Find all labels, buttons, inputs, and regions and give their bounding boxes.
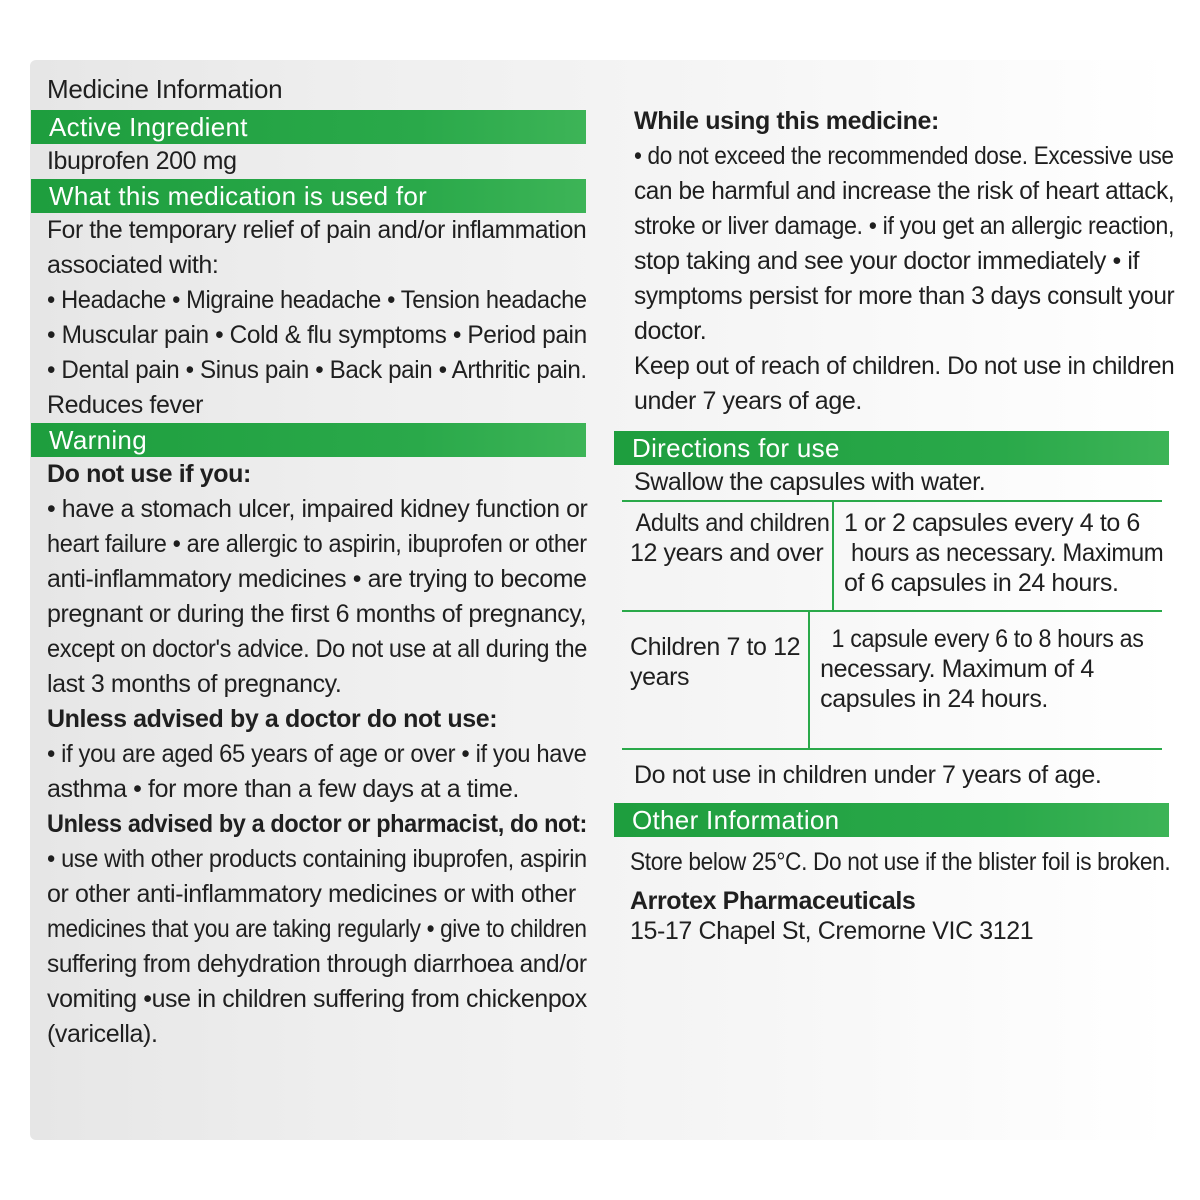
- doctor-advice-text: [47, 737, 587, 807]
- directions-note: Do not use in children under 7 years of age.: [634, 761, 1102, 789]
- dosage-amount-line: 1 capsule every 6 to 8 hours as: [831, 625, 1144, 653]
- dosage-amount-cell: [834, 502, 1178, 610]
- right-column: [630, 104, 1175, 946]
- do-not-use-line: last 3 months of pregnancy.: [47, 670, 342, 698]
- pharmacist-advice-line: suffering from dehydration through diarrhoea and/or: [47, 950, 587, 978]
- while-using-line: • do not exceed the recommended dose. Excessive use: [634, 142, 1174, 170]
- dosage-group-cell: [622, 612, 810, 748]
- uses-line: • Muscular pain • Cold & flu symptoms • Period pain: [47, 321, 587, 349]
- uses-line: For the temporary relief of pain and/or inflammation: [47, 216, 587, 244]
- active-ingredient-value: Ibuprofen 200 mg: [47, 147, 237, 175]
- pharmacist-advice-text: [47, 842, 587, 1052]
- dosage-row: [622, 500, 1162, 610]
- dosage-group-line: years: [630, 663, 690, 691]
- pharmacist-advice-line: medicines that you are taking regularly • give to children: [47, 915, 587, 943]
- directions-intro: Swallow the capsules with water.: [634, 468, 986, 496]
- do-not-use-line: heart failure • are allergic to aspirin, ibuprofen or other: [47, 530, 587, 558]
- while-using-heading: While using this medicine:: [634, 107, 939, 135]
- pharmacist-advice-line: (varicella).: [47, 1020, 158, 1048]
- uses-line: Reduces fever: [47, 391, 203, 419]
- dosage-group-line: Children 7 to 12: [630, 633, 801, 661]
- while-using-text: [634, 139, 1174, 419]
- while-using-line: Keep out of reach of children. Do not use in children: [634, 352, 1175, 380]
- uses-line: associated with:: [47, 251, 219, 279]
- dosage-amount-line: hours as necessary. Maximum: [851, 539, 1164, 567]
- company-address: 15-17 Chapel St, Cremorne VIC 3121: [630, 917, 1034, 945]
- uses-heading: What this medication is used for: [31, 179, 586, 213]
- doctor-advice-heading: Unless advised by a doctor do not use:: [47, 705, 498, 733]
- pharmacist-advice-line: vomiting •use in children suffering from chickenpox: [47, 985, 587, 1013]
- document-title: Medicine Information: [47, 74, 283, 104]
- company-name: Arrotex Pharmaceuticals: [630, 887, 916, 915]
- while-using-line: doctor.: [634, 317, 707, 345]
- do-not-use-line: except on doctor's advice. Do not use at all during the: [47, 635, 587, 663]
- other-information-heading: Other Information: [614, 803, 1169, 837]
- do-not-use-line: anti-inflammatory medicines • are trying to become: [47, 565, 587, 593]
- pharmacist-advice-line: or other anti-inflammatory medicines or with other: [47, 880, 576, 908]
- do-not-use-line: • have a stomach ulcer, impaired kidney function or: [47, 495, 588, 523]
- active-ingredient-heading: Active Ingredient: [31, 110, 586, 144]
- do-not-use-heading: Do not use if you:: [47, 460, 251, 488]
- dosage-table: [622, 500, 1162, 750]
- storage-text: Store below 25°C. Do not use if the blister foil is broken.: [630, 848, 1171, 876]
- dosage-group-cell: [622, 502, 834, 610]
- doctor-advice-line: asthma • for more than a few days at a time.: [47, 775, 519, 803]
- dosage-amount-line: necessary. Maximum of 4: [820, 655, 1094, 683]
- doctor-advice-line: • if you are aged 65 years of age or over • if you have: [47, 740, 587, 768]
- directions-heading: Directions for use: [614, 431, 1169, 465]
- while-using-line: stroke or liver damage. • if you get an allergic reaction,: [634, 212, 1175, 240]
- do-not-use-text: [47, 492, 587, 702]
- do-not-use-line: pregnant or during the first 6 months of pregnancy,: [47, 600, 587, 628]
- pharmacist-advice-line: • use with other products containing ibuprofen, aspirin: [47, 845, 587, 873]
- dosage-amount-line: of 6 capsules in 24 hours.: [844, 569, 1119, 597]
- while-using-line: stop taking and see your doctor immediately • if: [634, 247, 1140, 275]
- while-using-line: can be harmful and increase the risk of heart attack,: [634, 177, 1175, 205]
- warning-heading: Warning: [31, 423, 586, 457]
- dosage-row: [622, 610, 1162, 750]
- dosage-amount-line: 1 or 2 capsules every 4 to 6: [844, 509, 1140, 537]
- uses-line: • Dental pain • Sinus pain • Back pain • Arthritic pain.: [47, 356, 587, 384]
- dosage-amount-cell: [810, 612, 1163, 748]
- dosage-amount-line: capsules in 24 hours.: [820, 685, 1048, 713]
- dosage-group-line: Adults and children: [635, 509, 830, 537]
- while-using-line: under 7 years of age.: [634, 387, 862, 415]
- pharmacist-advice-heading: Unless advised by a doctor or pharmacist, do not:: [47, 810, 587, 838]
- uses-text: [47, 213, 587, 423]
- uses-line: • Headache • Migraine headache • Tension headache: [47, 286, 587, 314]
- dosage-group-line: 12 years and over: [630, 539, 824, 567]
- left-column: [47, 74, 587, 1052]
- while-using-line: symptoms persist for more than 3 days consult your: [634, 282, 1175, 310]
